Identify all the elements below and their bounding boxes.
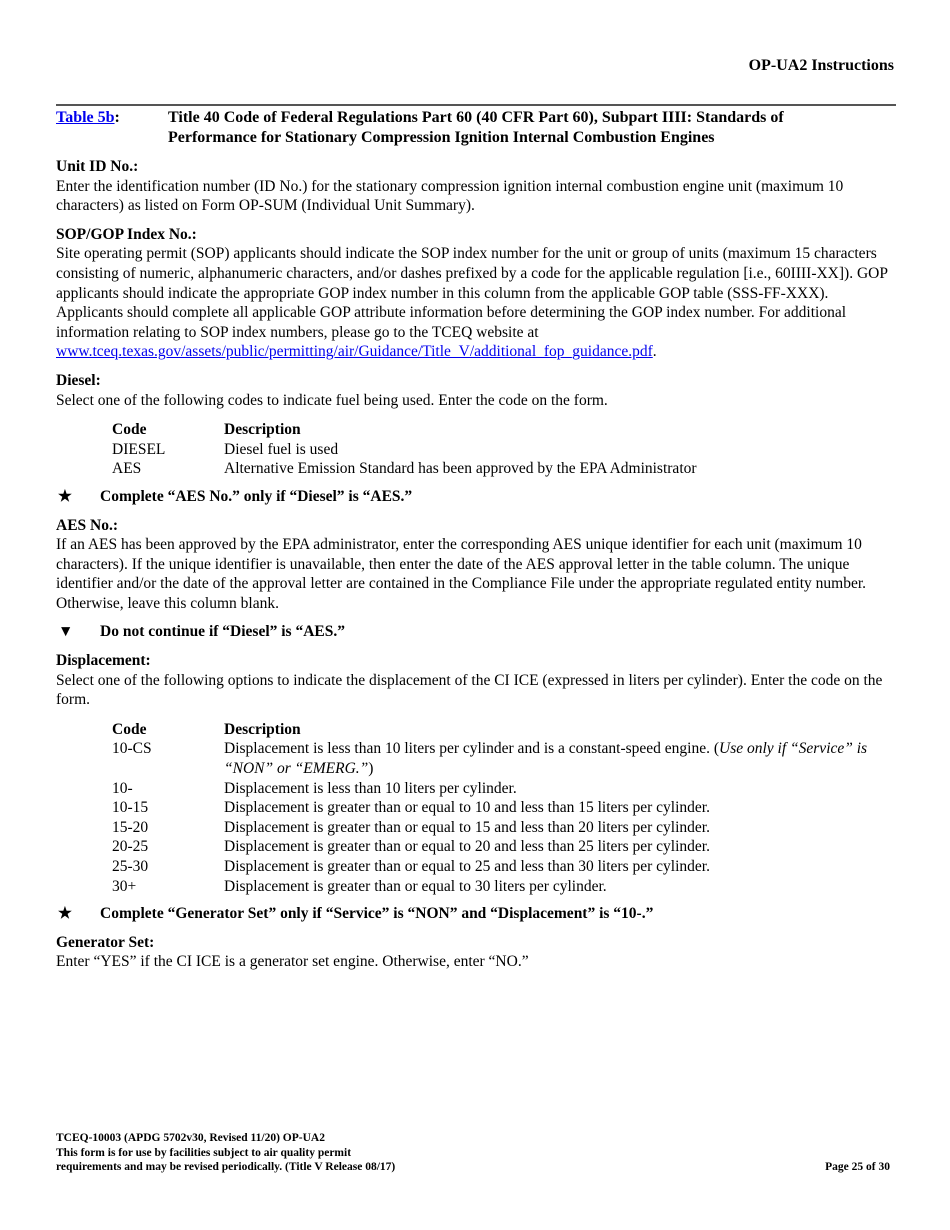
table-row — [112, 877, 896, 897]
description-header: Description — [224, 720, 301, 738]
description-cell: Displacement is greater than or equal to 15 and less than 20 liters per cylinder. — [224, 818, 710, 836]
description-italic: Use only if “Service” is “NON” or “EMERG.” — [224, 740, 868, 778]
table-row — [112, 837, 896, 857]
description-cell: Displacement is greater than or equal to 25 and less than 30 liters per cylinder. — [224, 858, 710, 875]
code-header: Code — [112, 421, 147, 439]
code-cell: 10- — [112, 779, 133, 797]
code-cell: DIESEL — [112, 440, 166, 458]
code-table-header — [112, 420, 896, 440]
page-number: Page 25 of 30 — [825, 1161, 890, 1173]
code-table-header — [112, 720, 896, 740]
description-cell: Diesel fuel is used — [224, 440, 339, 458]
section-text: Enter the identification number (ID No.) for the stationary compression ignition internal combustion engine unit (maximum 10 characters) as listed on Form OP-SUM (Individual Unit Summary). — [56, 177, 844, 215]
section-text: Select one of the following options to indicate the displacement of the CI ICE (expressed in liters per cylinder). Enter the code on the form. — [56, 671, 883, 709]
tceq-guidance-link[interactable]: www.tceq.texas.gov/assets/public/permitting/air/Guidance/Title_V/additional_fop_guidance.pdf — [56, 343, 653, 361]
page-footer — [56, 1131, 890, 1175]
table-row — [112, 440, 896, 460]
code-cell: 10-CS — [112, 740, 152, 758]
section-text — [56, 244, 896, 362]
page-header-title: OP-UA2 Instructions — [748, 57, 894, 74]
table-row — [112, 739, 896, 778]
diesel-code-table — [112, 420, 896, 479]
code-cell: AES — [112, 460, 142, 478]
code-cell: 25-30 — [112, 858, 149, 875]
description-cell: Alternative Emission Standard has been approved by the EPA Administrator — [224, 460, 697, 478]
note-text: Complete “Generator Set” only if “Service” is “NON” and “Displacement” is “10-.” — [100, 905, 654, 923]
note-text: Do not continue if “Diesel” is “AES.” — [100, 623, 345, 641]
header-rule — [56, 104, 896, 106]
section-text-end: . — [652, 343, 657, 361]
code-cell: 10-15 — [112, 799, 149, 817]
section-title: AES No.: — [56, 516, 119, 534]
star-icon: ★ — [58, 487, 72, 505]
displacement-code-table — [112, 720, 896, 896]
table-row — [112, 818, 896, 838]
section-title: Unit ID No.: — [56, 158, 139, 175]
table-row — [112, 798, 896, 818]
code-cell: 20-25 — [112, 838, 149, 856]
table-row — [112, 857, 896, 877]
footer-usage-note: This form is for use by facilities subject to air quality permit — [56, 1146, 352, 1159]
table-heading — [56, 108, 896, 148]
description-cell: Displacement is greater than or equal to 10 and less than 15 liters per cylinder. — [224, 799, 710, 817]
table-ref — [56, 108, 120, 128]
description-cell: Displacement is greater than or equal to 20 and less than 25 liters per cylinder. — [224, 838, 710, 856]
star-icon: ★ — [58, 905, 72, 923]
table-row — [112, 779, 896, 799]
section-title: Displacement: — [56, 652, 151, 670]
table-ref-colon: : — [114, 109, 120, 126]
footer-revision-note: requirements and may be revised periodically. (Title V Release 08/17) — [56, 1161, 396, 1173]
section-title: Generator Set: — [56, 933, 155, 951]
content — [56, 157, 896, 981]
note-text: Complete “AES No.” only if “Diesel” is “AES.” — [100, 487, 413, 505]
note-complete-generator-set — [56, 904, 896, 924]
description-text: Displacement is less than 10 liters per cylinder and is a constant-speed engine. ( — [224, 740, 719, 758]
description-cell: Displacement is less than 10 liters per cylinder. — [224, 779, 517, 797]
triangle-down-icon: ▼ — [58, 623, 74, 641]
section-aes-no — [56, 516, 896, 614]
table-ref-link[interactable]: Table 5b — [56, 109, 115, 126]
section-title: Diesel: — [56, 371, 101, 389]
section-title: SOP/GOP Index No.: — [56, 225, 197, 243]
section-unit-id — [56, 157, 896, 216]
section-diesel — [56, 371, 896, 479]
footer-form-id: TCEQ-10003 (APDG 5702v30, Revised 11/20) OP-UA2 — [56, 1132, 325, 1144]
description-cell: Displacement is greater than or equal to 30 liters per cylinder. — [224, 877, 607, 895]
section-sop-index — [56, 225, 896, 362]
description-header: Description — [224, 421, 301, 439]
section-displacement — [56, 651, 896, 896]
table-row — [112, 459, 896, 479]
section-text: Select one of the following codes to indicate fuel being used. Enter the code on the form. — [56, 391, 608, 409]
note-complete-aes — [56, 487, 896, 507]
note-do-not-continue — [56, 622, 896, 642]
description-cell — [224, 739, 896, 778]
table-title: Title 40 Code of Federal Regulations Part 60 (40 CFR Part 60), Subpart IIII: Standards of Performance for Stationary Compression Ignition Internal Combustion Engines — [168, 109, 784, 146]
section-text-body: Site operating permit (SOP) applicants should indicate the SOP index number for the unit or group of units (maximum 15 characters consisting of numeric, alphanumeric characters, and/or dashes prefixed by a code for the applicable regulation [i.e., 60IIII-XX]). GOP applicants should indicate the appropriate GOP index number in this column from the applicable GOP table (SSS-FF-XXX). Applicants should complete all applicable GOP attribute information before determining the GOP index number. For additional information relating to SOP index numbers, please go to the TCEQ website at — [56, 245, 888, 341]
section-generator-set — [56, 933, 896, 972]
code-cell: 15-20 — [112, 818, 149, 836]
code-cell: 30+ — [112, 877, 137, 895]
section-text: If an AES has been approved by the EPA administrator, enter the corresponding AES unique identifier for each unit (maximum 10 characters). If the unique identifier is unavailable, then enter the date of the AES approval letter in the table column. The unique identifier and/or the date of the approval letter are contained in the Compliance File under the appropriate regulated entity number. Otherwise, leave this column blank. — [56, 536, 867, 612]
section-text: Enter “YES” if the CI ICE is a generator set engine. Otherwise, enter “NO.” — [56, 953, 529, 971]
code-header: Code — [112, 720, 147, 738]
description-close: ) — [368, 760, 374, 778]
